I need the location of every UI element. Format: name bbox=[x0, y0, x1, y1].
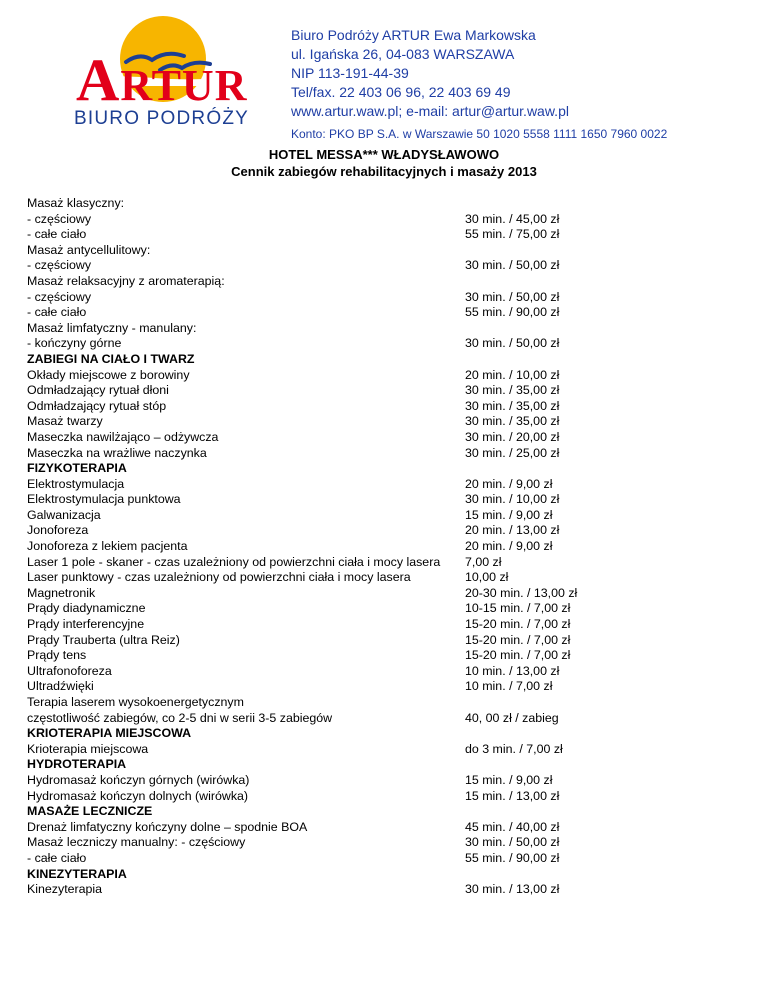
price-row bbox=[27, 446, 627, 462]
service-price: 30 min. / 50,00 zł bbox=[465, 336, 560, 351]
section-title: FIZYKOTERAPIA bbox=[27, 461, 127, 476]
logo-wordmark bbox=[76, 47, 260, 113]
price-row bbox=[27, 258, 627, 274]
price-row bbox=[27, 648, 627, 664]
price-row bbox=[27, 851, 627, 867]
company-web-email: www.artur.waw.pl; e-mail: artur@artur.waw.pl bbox=[291, 103, 569, 119]
price-row bbox=[27, 305, 627, 321]
section-header-row bbox=[27, 757, 627, 773]
service-name: Hydromasaż kończyn górnych (wirówka) bbox=[27, 772, 250, 787]
company-phone: Tel/fax. 22 403 06 96, 22 403 69 49 bbox=[291, 84, 511, 100]
service-name: Masaż relaksacyjny z aromaterapią: bbox=[27, 273, 225, 288]
service-name: - kończyny górne bbox=[27, 336, 122, 351]
section-title: KRIOTERAPIA MIEJSCOWA bbox=[27, 726, 192, 741]
price-row bbox=[27, 664, 627, 680]
service-price: 30 min. / 35,00 zł bbox=[465, 398, 560, 413]
company-address: ul. Igańska 26, 04-083 WARSZAWA bbox=[291, 46, 515, 62]
price-row bbox=[27, 227, 627, 243]
logo-wordmark-rest: RTUR bbox=[120, 61, 248, 110]
service-name: Jonoforeza z lekiem pacjenta bbox=[27, 539, 188, 554]
section-header-row bbox=[27, 726, 627, 742]
service-name: Drenaż limfatyczny kończyny dolne – spodnie BOA bbox=[27, 819, 308, 834]
service-price: 30 min. / 13,00 zł bbox=[465, 882, 560, 897]
service-name: Okłady miejscowe z borowiny bbox=[27, 367, 190, 382]
price-row bbox=[27, 321, 627, 337]
price-row bbox=[27, 336, 627, 352]
price-row bbox=[27, 212, 627, 228]
price-row bbox=[27, 820, 627, 836]
service-name: - częściowy bbox=[27, 258, 92, 273]
company-name: Biuro Podróży ARTUR Ewa Markowska bbox=[291, 27, 536, 43]
service-name: - całe ciało bbox=[27, 305, 87, 320]
price-row bbox=[27, 679, 627, 695]
service-price: 30 min. / 50,00 zł bbox=[465, 835, 560, 850]
service-name: Masaż limfatyczny - manulany: bbox=[27, 320, 197, 335]
service-price: 30 min. / 35,00 zł bbox=[465, 383, 560, 398]
service-name: Prądy diadynamiczne bbox=[27, 601, 146, 616]
price-row bbox=[27, 882, 627, 898]
company-nip: NIP 113-191-44-39 bbox=[291, 65, 409, 81]
service-name: Magnetronik bbox=[27, 585, 96, 600]
logo-subtitle: BIURO PODRÓŻY bbox=[74, 108, 250, 129]
service-name: Jonoforeza bbox=[27, 523, 89, 538]
section-header-row bbox=[27, 804, 627, 820]
service-price: 10 min. / 7,00 zł bbox=[465, 679, 553, 694]
service-price: 20 min. / 13,00 zł bbox=[465, 523, 560, 538]
service-name: częstotliwość zabiegów, co 2-5 dni w serii 3-5 zabiegów bbox=[27, 710, 333, 725]
document-title: HOTEL MESSA*** WŁADYSŁAWOWO bbox=[268, 147, 500, 162]
service-price: 30 min. / 10,00 zł bbox=[465, 492, 560, 507]
price-row bbox=[27, 492, 627, 508]
price-row bbox=[27, 711, 627, 727]
service-name: Prądy tens bbox=[27, 648, 87, 663]
price-row bbox=[27, 508, 627, 524]
contact-block bbox=[291, 26, 667, 144]
service-price: 30 min. / 45,00 zł bbox=[465, 211, 560, 226]
service-name: Laser 1 pole - skaner - czas uzależniony od powierzchni ciała i mocy lasera bbox=[27, 554, 441, 569]
section-title: ZABIEGI NA CIAŁO I TWARZ bbox=[27, 351, 195, 366]
price-row bbox=[27, 290, 627, 306]
price-row bbox=[27, 835, 627, 851]
service-name: - całe ciało bbox=[27, 850, 87, 865]
document-header bbox=[0, 146, 768, 180]
service-price: 20 min. / 9,00 zł bbox=[465, 539, 553, 554]
service-price: do 3 min. / 7,00 zł bbox=[465, 741, 563, 756]
service-name: Elektrostymulacja bbox=[27, 476, 125, 491]
artur-logo bbox=[74, 16, 264, 134]
service-name: - całe ciało bbox=[27, 227, 87, 242]
price-row bbox=[27, 430, 627, 446]
service-price: 55 min. / 75,00 zł bbox=[465, 227, 560, 242]
logo-wordmark-first: A bbox=[76, 47, 121, 113]
service-name: Maseczka na wrażliwe naczynka bbox=[27, 445, 207, 460]
price-row bbox=[27, 414, 627, 430]
service-name: Ultradźwięki bbox=[27, 679, 94, 694]
service-name: Hydromasaż kończyn dolnych (wirówka) bbox=[27, 788, 249, 803]
price-row bbox=[27, 601, 627, 617]
service-price: 45 min. / 40,00 zł bbox=[465, 819, 560, 834]
service-price: 15 min. / 13,00 zł bbox=[465, 788, 560, 803]
section-header-row bbox=[27, 352, 627, 368]
service-price: 30 min. / 35,00 zł bbox=[465, 414, 560, 429]
service-name: Galwanizacja bbox=[27, 507, 101, 522]
service-name: Krioterapia miejscowa bbox=[27, 741, 149, 756]
service-name: Odmładzający rytuał stóp bbox=[27, 398, 167, 413]
price-row bbox=[27, 274, 627, 290]
service-price: 20 min. / 9,00 zł bbox=[465, 476, 553, 491]
section-title: KINEZYTERAPIA bbox=[27, 866, 127, 881]
service-name: Prądy Trauberta (ultra Reiz) bbox=[27, 632, 180, 647]
section-header-row bbox=[27, 867, 627, 883]
service-name: Kinezyterapia bbox=[27, 882, 103, 897]
price-row bbox=[27, 243, 627, 259]
service-price: 20-30 min. / 13,00 zł bbox=[465, 585, 578, 600]
service-name: Maseczka nawilżająco – odżywcza bbox=[27, 429, 219, 444]
price-row bbox=[27, 570, 627, 586]
section-header-row bbox=[27, 461, 627, 477]
section-title: MASAŻE LECZNICZE bbox=[27, 804, 153, 819]
price-row bbox=[27, 523, 627, 539]
service-price: 7,00 zł bbox=[465, 554, 502, 569]
service-price: 15-20 min. / 7,00 zł bbox=[465, 617, 571, 632]
price-row bbox=[27, 617, 627, 633]
service-price: 10-15 min. / 7,00 zł bbox=[465, 601, 571, 616]
price-row bbox=[27, 742, 627, 758]
service-price: 30 min. / 50,00 zł bbox=[465, 289, 560, 304]
service-price: 15 min. / 9,00 zł bbox=[465, 772, 553, 787]
price-row bbox=[27, 399, 627, 415]
service-price: 30 min. / 50,00 zł bbox=[465, 258, 560, 273]
price-row bbox=[27, 383, 627, 399]
service-name: Masaż twarzy bbox=[27, 414, 103, 429]
service-name: - częściowy bbox=[27, 211, 92, 226]
price-row bbox=[27, 633, 627, 649]
price-row bbox=[27, 539, 627, 555]
service-name: Masaż klasyczny: bbox=[27, 196, 125, 210]
price-row bbox=[27, 368, 627, 384]
service-price: 55 min. / 90,00 zł bbox=[465, 305, 560, 320]
price-row bbox=[27, 789, 627, 805]
service-price: 20 min. / 10,00 zł bbox=[465, 367, 560, 382]
price-row bbox=[27, 196, 627, 212]
price-row bbox=[27, 695, 627, 711]
service-name: Prądy interferencyjne bbox=[27, 617, 145, 632]
price-row bbox=[27, 477, 627, 493]
service-price: 55 min. / 90,00 zł bbox=[465, 850, 560, 865]
service-price: 10,00 zł bbox=[465, 570, 509, 585]
service-price: 30 min. / 25,00 zł bbox=[465, 445, 560, 460]
service-price: 15-20 min. / 7,00 zł bbox=[465, 632, 571, 647]
service-price: 15-20 min. / 7,00 zł bbox=[465, 648, 571, 663]
price-row bbox=[27, 555, 627, 571]
document-subtitle: Cennik zabiegów rehabilitacyjnych i masaży 2013 bbox=[231, 164, 537, 179]
price-list bbox=[27, 196, 627, 898]
price-row bbox=[27, 773, 627, 789]
section-title: HYDROTERAPIA bbox=[27, 757, 127, 772]
service-name: Odmładzający rytuał dłoni bbox=[27, 383, 169, 398]
service-name: Ultrafonoforeza bbox=[27, 663, 112, 678]
service-name: - częściowy bbox=[27, 289, 92, 304]
service-name: Masaż antycellulitowy: bbox=[27, 242, 151, 257]
service-name: Masaż leczniczy manualny: - częściowy bbox=[27, 835, 246, 850]
service-price: 15 min. / 9,00 zł bbox=[465, 507, 553, 522]
service-price: 40, 00 zł / zabieg bbox=[465, 710, 559, 725]
service-name: Terapia laserem wysokoenergetycznym bbox=[27, 695, 244, 709]
bank-account: Konto: PKO BP S.A. w Warszawie 50 1020 5558 1111 1650 7960 0022 bbox=[291, 127, 668, 141]
service-name: Elektrostymulacja punktowa bbox=[27, 492, 181, 507]
price-row bbox=[27, 586, 627, 602]
service-price: 30 min. / 20,00 zł bbox=[465, 429, 560, 444]
service-price: 10 min. / 13,00 zł bbox=[465, 663, 560, 678]
service-name: Laser punktowy - czas uzależniony od powierzchni ciała i mocy lasera bbox=[27, 570, 411, 585]
